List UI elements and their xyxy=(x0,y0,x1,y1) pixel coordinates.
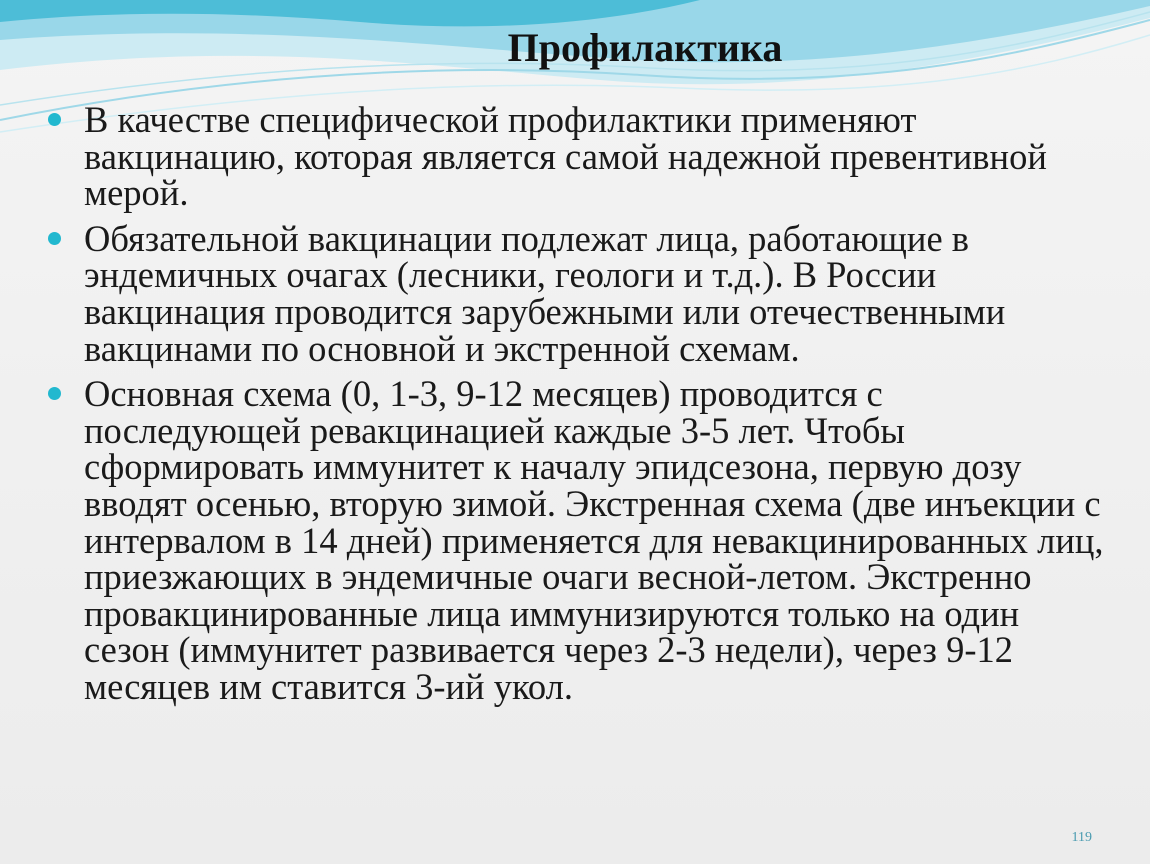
slide-number: 119 xyxy=(1071,830,1092,845)
bullet-dot-icon xyxy=(48,387,61,400)
bullet-dot-icon xyxy=(48,113,61,126)
bullet-dot-icon xyxy=(48,232,61,245)
bullet-text: Основная схема (0, 1-3, 9-12 месяцев) проводится с последующей ревакцинацией каждые 3-5 лет. Чтобы сформировать иммунитет к началу эпидсезона, первую дозу вводят осенью, вторую зимой. Экстренная схема (две инъекции с интервалом в 14 дней) применяется для невакцинированных лиц, приезжающих в эндемичные очаги весной-летом. Экстренно провакцинированные лица иммунизируются только на один сезон (иммунитет развивается через 2-3 недели), через 9-12 месяцев им ставится 3-ий укол. xyxy=(84,373,1104,707)
bullet-item xyxy=(48,217,1108,369)
bullet-item xyxy=(48,373,1108,707)
slide-title: Профилактика xyxy=(507,25,783,70)
bullet-list xyxy=(48,99,1108,715)
bullet-text: Обязательной вакцинации подлежат лица, работающие в эндемичных очагах (лесники, геологи и т.д.). В России вакцинация проводится зарубежными или отечественными вакцинами по основной и экстренной схемам. xyxy=(84,217,1006,369)
bullet-text: В качестве специфической профилактики применяют вакцинацию, которая является самой надежной превентивной мерой. xyxy=(84,99,1047,214)
bullet-item xyxy=(48,99,1108,214)
